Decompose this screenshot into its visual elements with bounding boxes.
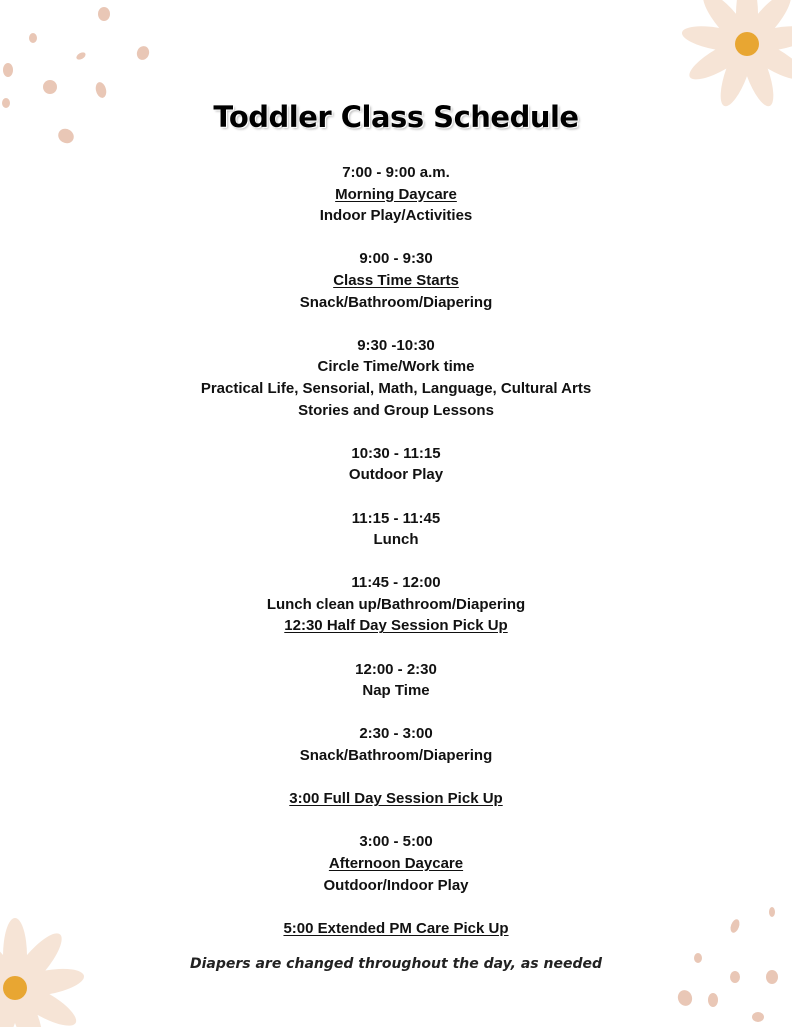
- schedule-row: [0, 745, 792, 767]
- schedule-row: [0, 831, 792, 853]
- schedule-line: Lunch: [373, 531, 419, 549]
- schedule-line: Stories and Group Lessons: [298, 401, 494, 419]
- block-spacer: [0, 421, 792, 443]
- schedule-block: [0, 162, 792, 227]
- page-title: Toddler Class Schedule: [213, 100, 579, 134]
- schedule-block: [0, 248, 792, 313]
- schedule-row: [0, 443, 792, 465]
- schedule-row: [0, 270, 792, 292]
- schedule-list: [0, 162, 792, 939]
- schedule-line: Outdoor/Indoor Play: [323, 876, 469, 894]
- schedule-row: [0, 508, 792, 530]
- block-spacer: [0, 637, 792, 659]
- block-spacer: [0, 313, 792, 335]
- schedule-block: [0, 918, 792, 940]
- schedule-row: [0, 594, 792, 616]
- block-spacer: [0, 896, 792, 918]
- schedule-row: [0, 615, 792, 637]
- block-spacer: [0, 767, 792, 789]
- schedule-row: [0, 875, 792, 897]
- schedule-block: [0, 508, 792, 551]
- schedule-row: [0, 788, 792, 810]
- schedule-row: [0, 162, 792, 184]
- schedule-block: [0, 572, 792, 637]
- schedule-row: [0, 680, 792, 702]
- schedule-line: 3:00 - 5:00: [359, 833, 433, 851]
- schedule-row: [0, 918, 792, 940]
- schedule-line: Indoor Play/Activities: [319, 207, 473, 225]
- schedule-block: [0, 831, 792, 896]
- schedule-row: [0, 205, 792, 227]
- schedule-heading: 5:00 Extended PM Care Pick Up: [283, 919, 509, 937]
- schedule-row: [0, 356, 792, 378]
- schedule-heading: Afternoon Daycare: [328, 855, 464, 872]
- schedule-block: [0, 723, 792, 766]
- block-spacer: [0, 702, 792, 724]
- schedule-line: 11:45 - 12:00: [351, 574, 441, 592]
- schedule-row: [0, 464, 792, 486]
- schedule-line: Snack/Bathroom/Diapering: [299, 747, 493, 765]
- schedule-line: Nap Time: [362, 682, 430, 700]
- schedule-row: [0, 400, 792, 422]
- schedule-row: [0, 723, 792, 745]
- schedule-line: Circle Time/Work time: [317, 358, 475, 376]
- schedule-row: [0, 659, 792, 681]
- schedule-row: [0, 292, 792, 314]
- schedule-heading: 12:30 Half Day Session Pick Up: [284, 617, 508, 635]
- schedule-heading: Class Time Starts: [333, 271, 459, 289]
- schedule-line: Practical Life, Sensorial, Math, Language, Cultural Arts: [200, 379, 592, 397]
- schedule-block: [0, 788, 792, 810]
- schedule-row: [0, 378, 792, 400]
- footnote: Diapers are changed throughout the day, as needed: [189, 956, 603, 972]
- schedule-row: [0, 184, 792, 206]
- schedule-row: [0, 529, 792, 551]
- block-spacer: [0, 227, 792, 249]
- block-spacer: [0, 810, 792, 832]
- schedule-line: Snack/Bathroom/Diapering: [299, 293, 493, 311]
- schedule-block: [0, 335, 792, 421]
- schedule-line: Lunch clean up/Bathroom/Diapering: [266, 595, 526, 613]
- block-spacer: [0, 551, 792, 573]
- schedule-row: [0, 248, 792, 270]
- schedule-block: [0, 659, 792, 702]
- schedule-line: 12:00 - 2:30: [355, 660, 437, 678]
- schedule-heading: Morning Daycare: [335, 185, 457, 203]
- schedule-line: 2:30 - 3:00: [359, 725, 433, 743]
- schedule-line: 11:15 - 11:45: [351, 509, 441, 527]
- schedule-line: 7:00 - 9:00 a.m.: [342, 164, 450, 181]
- schedule-row: [0, 572, 792, 594]
- schedule-line: 10:30 - 11:15: [351, 444, 441, 462]
- block-spacer: [0, 486, 792, 508]
- schedule-line: Outdoor Play: [348, 466, 444, 484]
- schedule-row: [0, 853, 792, 875]
- schedule-line: 9:00 - 9:30: [359, 250, 433, 268]
- schedule-row: [0, 335, 792, 357]
- schedule-block: [0, 443, 792, 486]
- schedule-line: 9:30 -10:30: [357, 336, 435, 354]
- schedule-heading: 3:00 Full Day Session Pick Up: [289, 790, 503, 808]
